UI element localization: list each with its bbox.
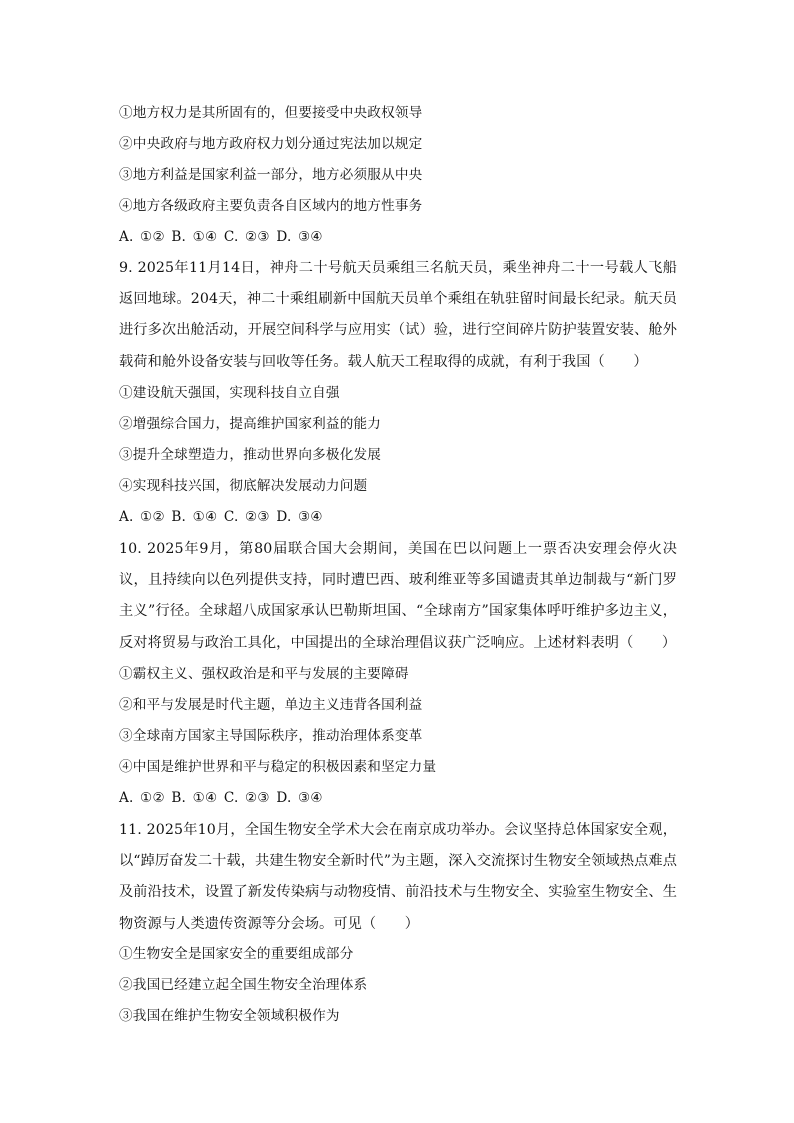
option-item: ②我国已经建立起全国生物安全治理体系 <box>119 977 368 993</box>
option-item: ④中国是维护世界和平与稳定的积极因素和坚定力量 <box>119 759 437 775</box>
option-item: ③全球南方国家主导国际秩序，推动治理体系变革 <box>119 728 423 744</box>
option-item: ③我国在维护生物安全领域积极作为 <box>119 1008 340 1024</box>
option-item: ④地方各级政府主要负责各自区域内的地方性事务 <box>119 198 423 214</box>
option-item: ②增强综合国力，提高维护国家利益的能力 <box>119 416 382 432</box>
option-item: ③提升全球塑造力，推动世界向多极化发展 <box>119 447 382 463</box>
question-10-stem: 10. 2025年9月，第80届联合国大会期间，美国在巴以问题上一票否决安理会停火决议，且持续向以色列提供支持，同时遭巴西、玻利维亚等多国谴责其单边制裁与“新门罗主义”行径。全球超八成国家承认巴勒斯坦国、“全球南方”国家集体呼吁维护多边主义，反对将贸易与政治工具化，中国提出的全球治理倡议获广泛响应。上述材料表明（ ） <box>119 541 677 651</box>
option-item: ②中央政府与地方政府权力划分通过宪法加以规定 <box>119 136 423 152</box>
option-item: ②和平与发展是时代主题，单边主义违背各国利益 <box>119 697 423 713</box>
option-item: ①生物安全是国家安全的重要组成部分 <box>119 946 354 962</box>
option-item: ④实现科技兴国，彻底解决发展动力问题 <box>119 478 368 494</box>
question-9-stem: 9. 2025年11月14日，神舟二十号航天员乘组三名航天员，乘坐神舟二十一号载人飞船返回地球。204天，神二十乘组刷新中国航天员单个乘组在轨驻留时间最长纪录。航天员进行多次出舱活动，开展空间科学与应用实（试）验，进行空间碎片防护装置安装、舱外载荷和舱外设备安装与回收等任务。载人航天工程取得的成就，有利于我国（ ） <box>119 260 677 370</box>
option-item: ①地方权力是其所固有的，但要接受中央政权领导 <box>119 105 423 121</box>
answer-choices: A. ①② B. ①④ C. ②③ D. ③④ <box>119 229 323 245</box>
question-11-stem: 11. 2025年10月，全国生物安全学术大会在南京成功举办。会议坚持总体国家安全观，以“踔厉奋发二十载，共建生物安全新时代”为主题，深入交流探讨生物安全领域热点难点及前沿技术，设置了新发传染病与动物疫情、前沿技术与生物安全、实验室生物安全、生物资源与人类遗传资源等分会场。可见（ ） <box>119 822 677 932</box>
option-item: ①霸权主义、强权政治是和平与发展的主要障碍 <box>119 666 409 682</box>
option-item: ③地方利益是国家利益一部分，地方必须服从中央 <box>119 167 423 183</box>
answer-choices: A. ①② B. ①④ C. ②③ D. ③④ <box>119 509 323 525</box>
option-item: ①建设航天强国，实现科技自立自强 <box>119 385 340 401</box>
answer-choices: A. ①② B. ①④ C. ②③ D. ③④ <box>119 790 323 806</box>
